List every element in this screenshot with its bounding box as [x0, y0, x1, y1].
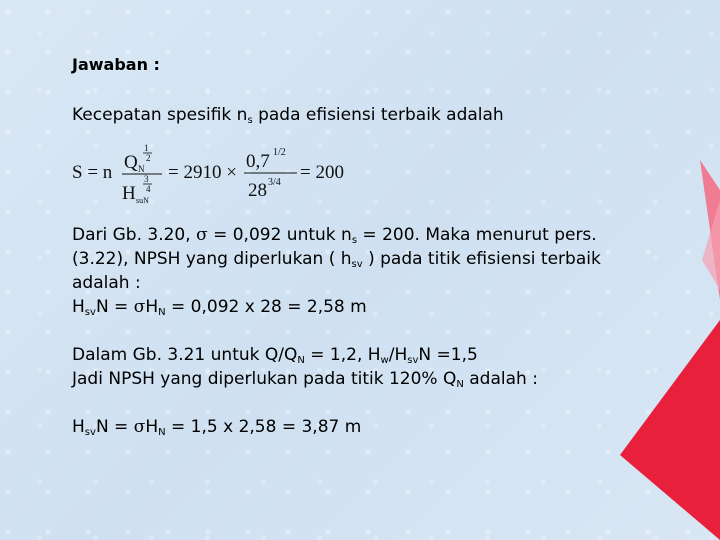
- formula-q: Q: [124, 152, 138, 173]
- intro-text: Kecepatan spesifik n: [72, 105, 248, 125]
- p3-d: = 1,5 x 2,58 = 3,87 m: [165, 417, 362, 437]
- p3-sub2: N: [158, 427, 166, 438]
- intro-rest: pada efisiensi terbaik adalah: [252, 105, 504, 125]
- formula-q-exp-den: 2: [146, 153, 151, 163]
- p3-sub: sv: [84, 427, 96, 438]
- formula-h-sub: suN: [136, 196, 149, 205]
- p1-l4-a: H: [72, 297, 85, 317]
- formula-mid: = 2910 ×: [168, 162, 237, 183]
- formula-result: = 200: [300, 162, 344, 183]
- p2-l1-sub2: w: [380, 355, 389, 366]
- p2-l2-sub: N: [456, 379, 464, 390]
- p2-l1-d: N =1,5: [418, 345, 478, 365]
- formula-den: 28: [248, 180, 267, 201]
- p1-l2-sub: sv: [351, 259, 363, 270]
- formula-h-exp-num: 3: [144, 174, 149, 184]
- p1-l1-b: = 0,092 untuk n: [207, 225, 352, 245]
- p2-l1-sub3: sv: [407, 355, 419, 366]
- sigma-symbol: σ: [133, 297, 146, 317]
- p1-l1-a: Dari Gb. 3.20,: [72, 225, 197, 245]
- p1-l1-sub: s: [351, 235, 358, 246]
- formula-q-sub: N: [138, 164, 145, 174]
- formula-h-exp-den: 4: [146, 184, 151, 194]
- p1-l4-b: N =: [95, 297, 134, 317]
- p2-l1-a: Dalam Gb. 3.21 untuk Q/Q: [72, 345, 298, 365]
- formula-q-exp-num: 1: [144, 143, 149, 153]
- formula-num-exp: 1/2: [273, 147, 286, 158]
- intro-sub: s: [247, 115, 253, 126]
- para1-line3: adalah :: [72, 273, 141, 293]
- p1-l4-sub2: N: [158, 307, 166, 318]
- p2-l2-b: adalah :: [463, 369, 538, 389]
- formula-den-exp: 3/4: [268, 177, 281, 188]
- p1-l2-b: ) pada titik efisiensi terbaik: [362, 249, 601, 269]
- p3-a: H: [72, 417, 85, 437]
- p1-l1-c: = 200. Maka menurut pers.: [357, 225, 597, 245]
- p1-l4-sub: sv: [84, 307, 96, 318]
- p1-l4-d: = 0,092 x 28 = 2,58 m: [165, 297, 367, 317]
- sigma-symbol: σ: [133, 417, 146, 437]
- p1-l4-c: H: [145, 297, 159, 317]
- p2-l2-a: Jadi NPSH yang diperlukan pada titik 120% Q: [72, 369, 457, 389]
- formula-num: 0,7: [246, 151, 270, 172]
- p3-c: H: [145, 417, 159, 437]
- formula-lhs: S = n: [72, 162, 113, 183]
- p3-b: N =: [95, 417, 134, 437]
- sigma-symbol: σ: [196, 225, 208, 245]
- formula-h: H: [122, 183, 136, 204]
- triangle-large: [620, 320, 720, 540]
- p2-l1-sub: N: [297, 355, 305, 366]
- heading: Jawaban :: [72, 55, 160, 74]
- p1-l2-a: (3.22), NPSH yang diperlukan ( h: [72, 249, 352, 269]
- p2-l1-c: /H: [388, 345, 408, 365]
- p2-l1-b: = 1,2, H: [304, 345, 381, 365]
